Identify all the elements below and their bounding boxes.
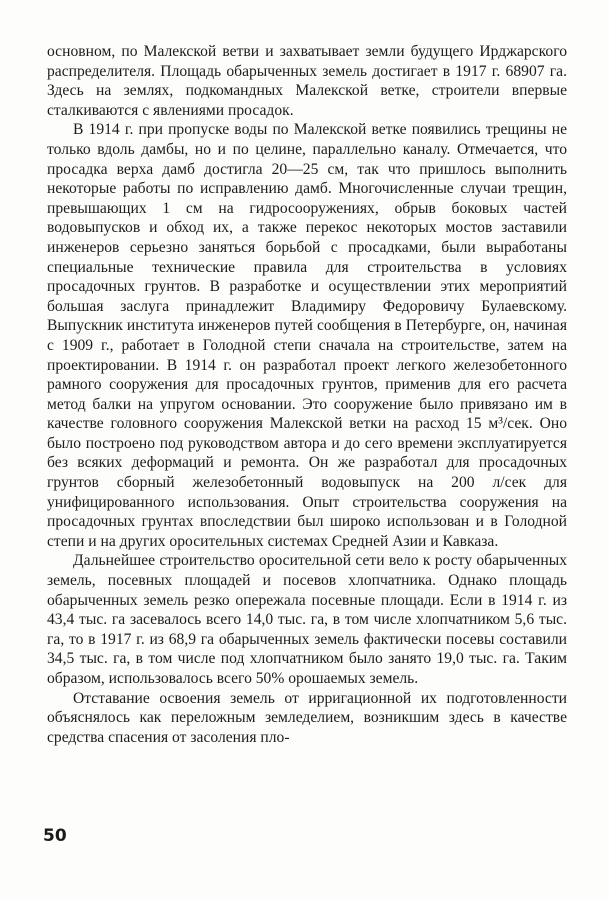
paragraph-4: Отставание освоения земель от ирригационной их подготовленности объяснялось как переложным земледелием, возникшим здесь в качестве средства спасения от засоления пло- [47, 689, 567, 746]
paragraph-1: основном, по Малекской ветви и захватывает земли будущего Ирджарского распределителя. Площадь обарыченных земель достигает в 1917 г. 68907 га. Здесь на землях, подкомандных Малекской ветке, строители впервые сталкиваются с явлениями просадок. [47, 43, 567, 119]
paragraph-3: Дальнейшее строительство оросительной сети вело к росту обарыченных земель, посевных площадей и посевов хлопчатника. Однако площадь обарыченных земель резко опережала посевные площади. Если в 1914 г. из 43,4 тыс. га засевалось всего 14,0 тыс. га, в том числе хлопчатником 5,6 тыс. га, то в 1917 г. из 68,9 га обарыченных земель фактически посевы составили 34,5 тыс. га, в том числе под хлопчатником было занято 19,0 тыс. га. Таким образом, использовалось всего 50% орошаемых земель. [47, 552, 567, 687]
body-text [47, 42, 567, 747]
page-number: 50 [43, 826, 67, 846]
paragraph-2: В 1914 г. при пропуске воды по Малекской ветке появились трещины не только вдоль дамбы, но и по целине, параллельно каналу. Отмечается, что просадка верха дамб достигла 20—25 см, так что пришлось выполнить некоторые работы по исправлению дамб. Многочисленные случаи трещин, превышающих 1 см на гидросооружениях, обрыв боковых частей водовыпусков и обход их, а также перекос некоторых мостов заставили инженеров серьезно заняться борьбой с просадками, были выработаны специальные технические правила для строительства в условиях просадочных грунтов. В разработке и осуществлении этих мероприятий большая заслуга принадлежит Владимиру Федоровичу Булаевскому. Выпускник института инженеров путей сообщения в Петербурге, он, начиная с 1909 г., работает в Голодной степи сначала на строительстве, затем на проектировании. В 1914 г. он разработал проект легкого железобетонного рамного сооружения для просадочных грунтов, применив для его расчета метод балки на упругом основании. Это сооружение было привязано им в качестве головного сооружения Малекской ветки на расход 15 м³/сек. Оно было построено под руководством автора и до сего времени эксплуатируется без всяких деформаций и ремонта. Он же разработал для просадочных грунтов сборный железобетонный водовыпуск на 200 л/сек для унифицированного использования. Опыт строительства сооружения на просадочных грунтах впоследствии был широко использован и в Голодной степи и на других оросительных системах Средней Азии и Кавказа. [47, 121, 567, 550]
